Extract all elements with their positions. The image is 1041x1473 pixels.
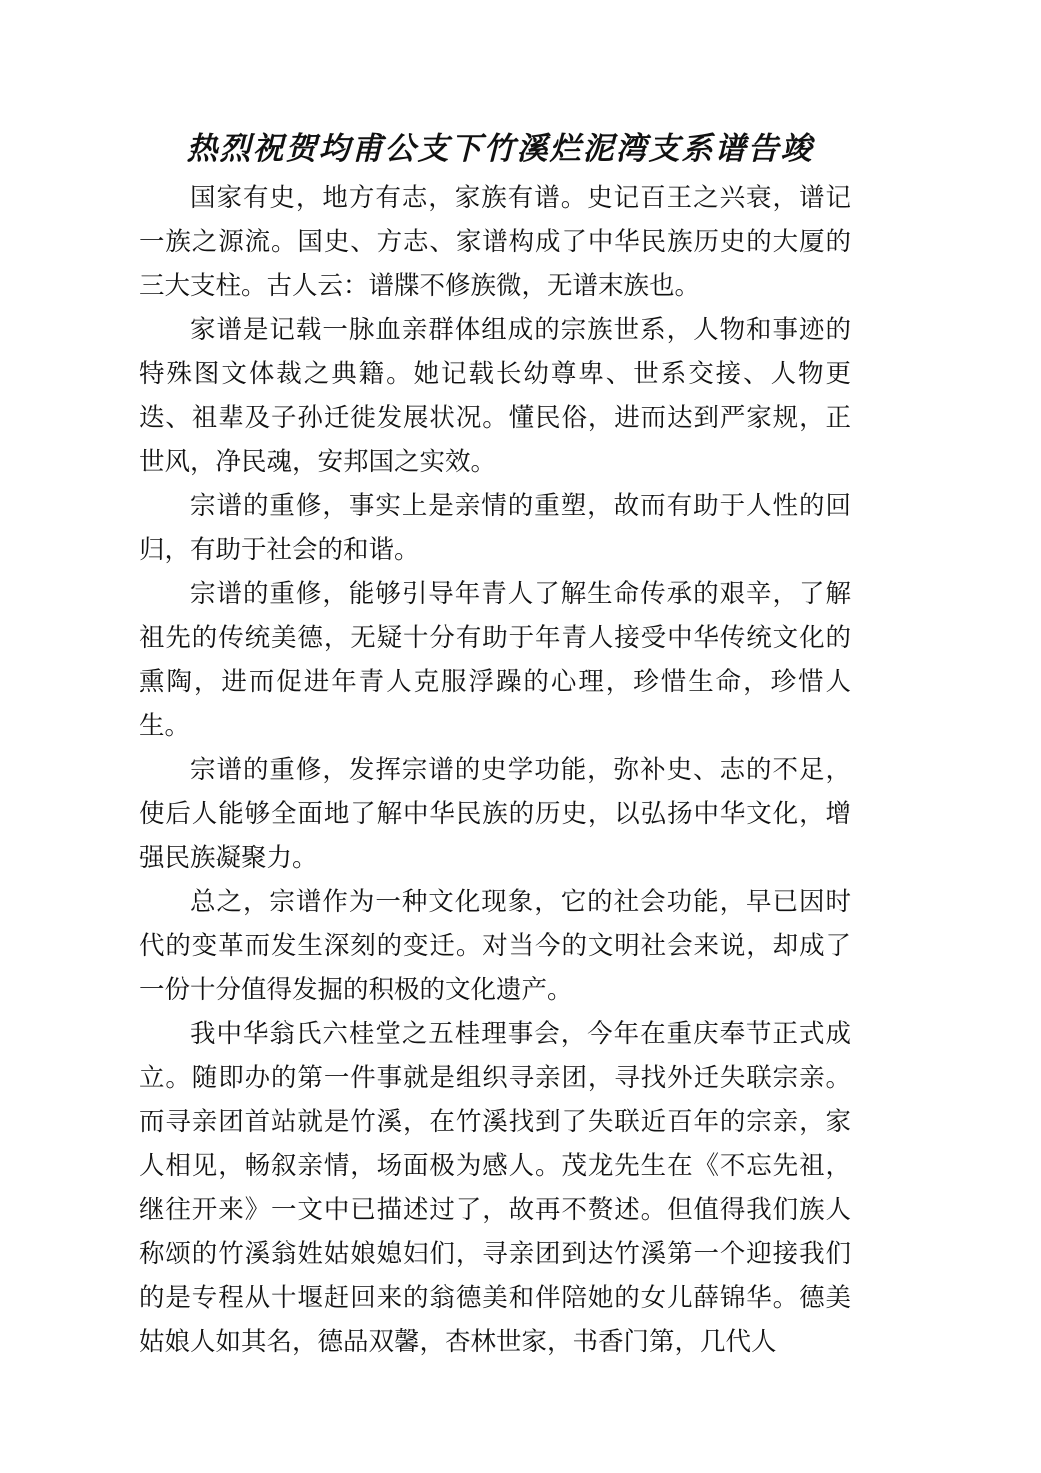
document-page — [139, 126, 851, 1364]
paragraph-7: 我中华翁氏六桂堂之五桂理事会，今年在重庆奉节正式成立。随即办的第一件事就是组织寻亲团，寻找外迁失联宗亲。而寻亲团首站就是竹溪，在竹溪找到了失联近百年的宗亲，家人相见，畅叙亲情，场面极为感人。茂龙先生在《不忘先祖，继往开来》一文中已描述过了，故再不赘述。但值得我们族人称颂的竹溪翁姓姑娘媳妇们，寻亲团到达竹溪第一个迎接我们的是专程从十堰赶回来的翁德美和伴陪她的女儿薛锦华。德美姑娘人如其名，德品双馨，杏林世家，书香门第，几代人 — [139, 1019, 851, 1357]
paragraph-4: 宗谱的重修，能够引导年青人了解生命传承的艰辛，了解祖先的传统美德，无疑十分有助于年青人接受中华传统文化的熏陶，进而促进年青人克服浮躁的心理，珍惜生命，珍惜人生。 — [139, 579, 851, 741]
document-title: 热烈祝贺均甫公支下竹溪烂泥湾支系谱告竣 — [186, 131, 814, 167]
paragraph-6: 总之，宗谱作为一种文化现象，它的社会功能，早已因时代的变革而发生深刻的变迁。对当今的文明社会来说，却成了一份十分值得发掘的积极的文化遗产。 — [139, 887, 851, 1005]
paragraph-5: 宗谱的重修，发挥宗谱的史学功能，弥补史、志的不足，使后人能够全面地了解中华民族的历史，以弘扬中华文化，增强民族凝聚力。 — [139, 755, 851, 873]
paragraph-3: 宗谱的重修，事实上是亲情的重塑，故而有助于人性的回归，有助于社会的和谐。 — [139, 491, 851, 565]
paragraph-2: 家谱是记载一脉血亲群体组成的宗族世系，人物和事迹的特殊图文体裁之典籍。她记载长幼尊卑、世系交接、人物更迭、祖辈及子孙迁徙发展状况。懂民俗，进而达到严家规，正世风，净民魂，安邦国之实效。 — [139, 315, 851, 477]
paragraph-1: 国家有史，地方有志，家族有谱。史记百王之兴衰，谱记一族之源流。国史、方志、家谱构成了中华民族历史的大厦的三大支柱。古人云：谱牒不修族微，无谱末族也。 — [139, 183, 851, 301]
